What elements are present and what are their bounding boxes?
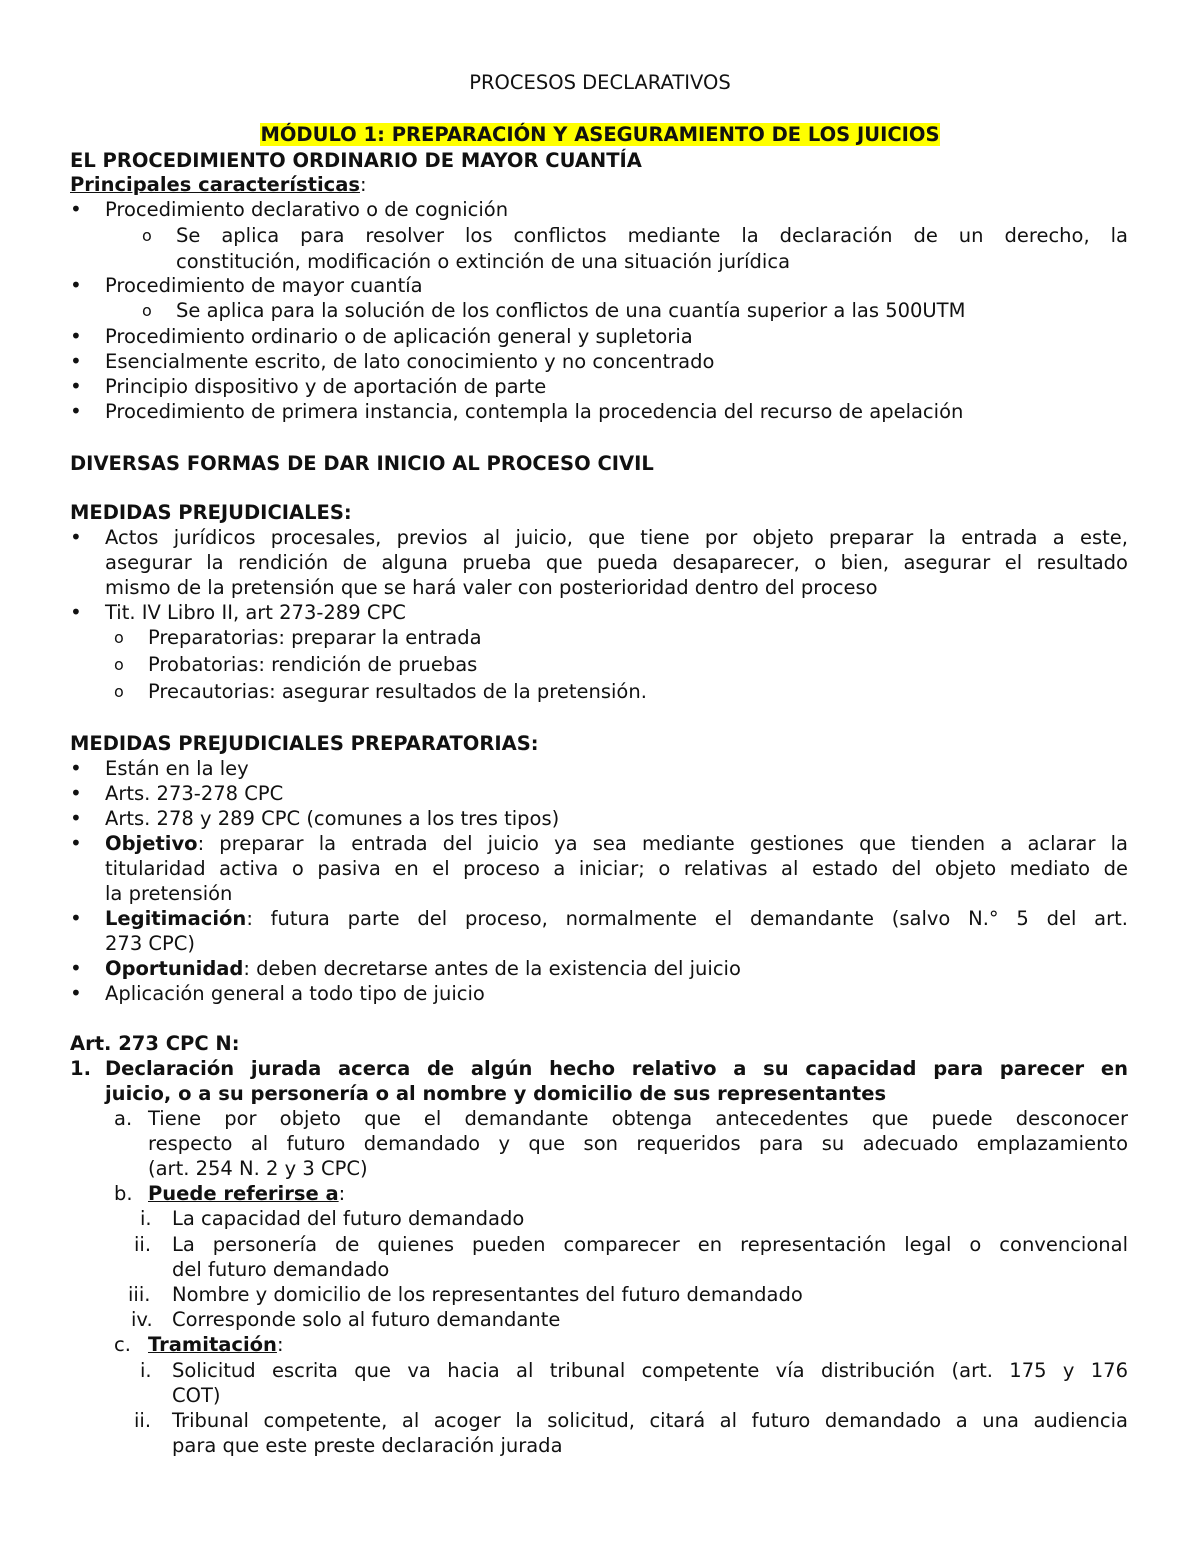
letter-marker: a.: [114, 1107, 133, 1130]
letter-marker: c.: [114, 1333, 131, 1356]
list-item: Preparatorias: preparar la entrada: [148, 626, 482, 649]
sub-bullet-icon: o: [142, 301, 152, 320]
letter-item-b: [148, 1181, 345, 1206]
list-item: Principio dispositivo y de aportación de parte: [105, 375, 547, 398]
list-item: Están en la ley: [105, 757, 249, 780]
list-item-continued: la pretensión: [105, 882, 233, 905]
bullet-icon: •: [70, 956, 82, 980]
list-item: Probatorias: rendición de pruebas: [148, 653, 478, 676]
letter-item-continued: respecto al futuro demandado y que son requeridos para su adecuado emplazamiento: [148, 1132, 1128, 1155]
section-heading-preparatorias: MEDIDAS PREJUDICIALES PREPARATORIAS:: [70, 732, 539, 755]
list-item: Procedimiento ordinario o de aplicación general y supletoria: [105, 325, 693, 348]
section-heading-medidas: MEDIDAS PREJUDICIALES:: [70, 501, 352, 524]
list-item-continued: asegurar la rendición de alguna prueba que pueda desaparecer, o bien, asegurar el resultado: [105, 551, 1128, 574]
module-title: [0, 122, 1200, 147]
list-item: Se aplica para resolver los conflictos mediante la declaración de un derecho, la: [176, 224, 1128, 247]
sub-bullet-icon: o: [114, 682, 124, 701]
sub-bullet-icon: o: [142, 226, 152, 245]
roman-item: Tribunal competente, al acoger la solicitud, citará al futuro demandado a una audiencia: [172, 1409, 1128, 1432]
subheading-caracteristicas: [70, 172, 367, 197]
roman-item-continued: del futuro demandado: [172, 1258, 390, 1281]
legitimacion-label: Legitimación: [105, 907, 247, 930]
section-heading-art-273: Art. 273 CPC N:: [70, 1032, 240, 1055]
subheading-colon: :: [359, 173, 367, 196]
roman-marker: i.: [140, 1359, 152, 1382]
bullet-icon: •: [70, 981, 82, 1005]
list-item: Actos jurídicos procesales, previos al juicio, que tiene por objeto preparar la entrada a este,: [105, 526, 1128, 549]
oportunidad-label: Oportunidad: [105, 957, 244, 980]
objetivo-label: Objetivo: [105, 832, 198, 855]
sub-bullet-icon: o: [114, 628, 124, 647]
roman-item: Corresponde solo al futuro demandante: [172, 1308, 561, 1331]
roman-marker: ii.: [134, 1409, 152, 1432]
bullet-icon: •: [70, 197, 82, 221]
list-item-continued: constitución, modificación o extinción de una situación jurídica: [176, 250, 791, 273]
numbered-item: Declaración jurada acerca de algún hecho relativo a su capacidad para parecer en: [105, 1057, 1128, 1080]
bullet-icon: •: [70, 273, 82, 297]
roman-marker: iii.: [128, 1283, 151, 1306]
list-item: Aplicación general a todo tipo de juicio: [105, 982, 485, 1005]
list-item: Procedimiento declarativo o de cognición: [105, 198, 509, 221]
letter-item-continued: (art. 254 N. 2 y 3 CPC): [148, 1157, 368, 1180]
roman-item: La capacidad del futuro demandado: [172, 1207, 525, 1230]
oportunidad-text: : deben decretarse antes de la existencia del juicio: [243, 957, 741, 980]
roman-marker: i.: [140, 1207, 152, 1230]
section-heading-diversas-formas: DIVERSAS FORMAS DE DAR INICIO AL PROCESO CIVIL: [70, 452, 654, 475]
bullet-icon: •: [70, 756, 82, 780]
list-item: Procedimiento de mayor cuantía: [105, 274, 423, 297]
bullet-icon: •: [70, 781, 82, 805]
roman-item-continued: COT): [172, 1384, 221, 1407]
letter-b-label: Puede referirse a: [148, 1182, 339, 1205]
list-item: Arts. 278 y 289 CPC (comunes a los tres tipos): [105, 807, 560, 830]
list-item-continued: 273 CPC): [105, 932, 196, 955]
letter-marker: b.: [114, 1182, 133, 1205]
subheading-label: Principales características: [70, 173, 360, 196]
letter-b-colon: :: [338, 1182, 346, 1205]
list-item-continued: titularidad activa o pasiva en el proceso a iniciar; o relativas al estado del objeto mediato de: [105, 857, 1128, 880]
bullet-icon: •: [70, 399, 82, 423]
bullet-icon: •: [70, 806, 82, 830]
numbered-item-continued: juicio, o a su personería o al nombre y domicilio de sus representantes: [105, 1082, 887, 1105]
roman-marker: ii.: [134, 1233, 152, 1256]
list-item: Se aplica para la solución de los conflictos de una cuantía superior a las 500UTM: [176, 299, 966, 322]
list-item-oportunidad: [105, 956, 741, 981]
roman-item: Nombre y domicilio de los representantes del futuro demandado: [172, 1283, 803, 1306]
section-heading-procedimiento: EL PROCEDIMIENTO ORDINARIO DE MAYOR CUANTÍA: [70, 149, 642, 172]
bullet-icon: •: [70, 324, 82, 348]
sub-bullet-icon: o: [114, 655, 124, 674]
list-item: Tit. IV Libro II, art 273-289 CPC: [105, 601, 406, 624]
numbered-marker: 1.: [70, 1057, 91, 1080]
bullet-icon: •: [70, 906, 82, 930]
legitimacion-text: : futura parte del proceso, normalmente el demandante (salvo N.° 5 del art.: [246, 907, 1128, 930]
list-item: Procedimiento de primera instancia, contempla la procedencia del recurso de apelación: [105, 400, 964, 423]
roman-item: La personería de quienes pueden comparecer en representación legal o convencional: [172, 1233, 1128, 1256]
list-item: Esencialmente escrito, de lato conocimiento y no concentrado: [105, 350, 715, 373]
letter-c-colon: :: [276, 1333, 284, 1356]
roman-marker: iv.: [131, 1308, 153, 1331]
page-title: PROCESOS DECLARATIVOS: [469, 71, 731, 94]
letter-item: Tiene por objeto que el demandante obtenga antecedentes que puede desconocer: [148, 1107, 1128, 1130]
letter-item-c: [148, 1332, 284, 1357]
list-item-objetivo: [105, 831, 1128, 856]
list-item: Arts. 273-278 CPC: [105, 782, 284, 805]
list-item-legitimacion: [105, 906, 1128, 931]
bullet-icon: •: [70, 600, 82, 624]
roman-item-continued: para que este preste declaración jurada: [172, 1434, 563, 1457]
bullet-icon: •: [70, 831, 82, 855]
list-item-continued: mismo de la pretensión que se hará valer con posterioridad dentro del proceso: [105, 576, 878, 599]
letter-c-label: Tramitación: [148, 1333, 277, 1356]
roman-item: Solicitud escrita que va hacia al tribunal competente vía distribución (art. 175 y 176: [172, 1359, 1128, 1382]
list-item: Precautorias: asegurar resultados de la pretensión.: [148, 680, 647, 703]
module-highlight: MÓDULO 1: PREPARACIÓN Y ASEGURAMIENTO DE LOS JUICIOS: [260, 123, 940, 146]
bullet-icon: •: [70, 525, 82, 549]
bullet-icon: •: [70, 349, 82, 373]
bullet-icon: •: [70, 374, 82, 398]
objetivo-text: : preparar la entrada del juicio ya sea mediante gestiones que tienden a aclarar la: [197, 832, 1128, 855]
